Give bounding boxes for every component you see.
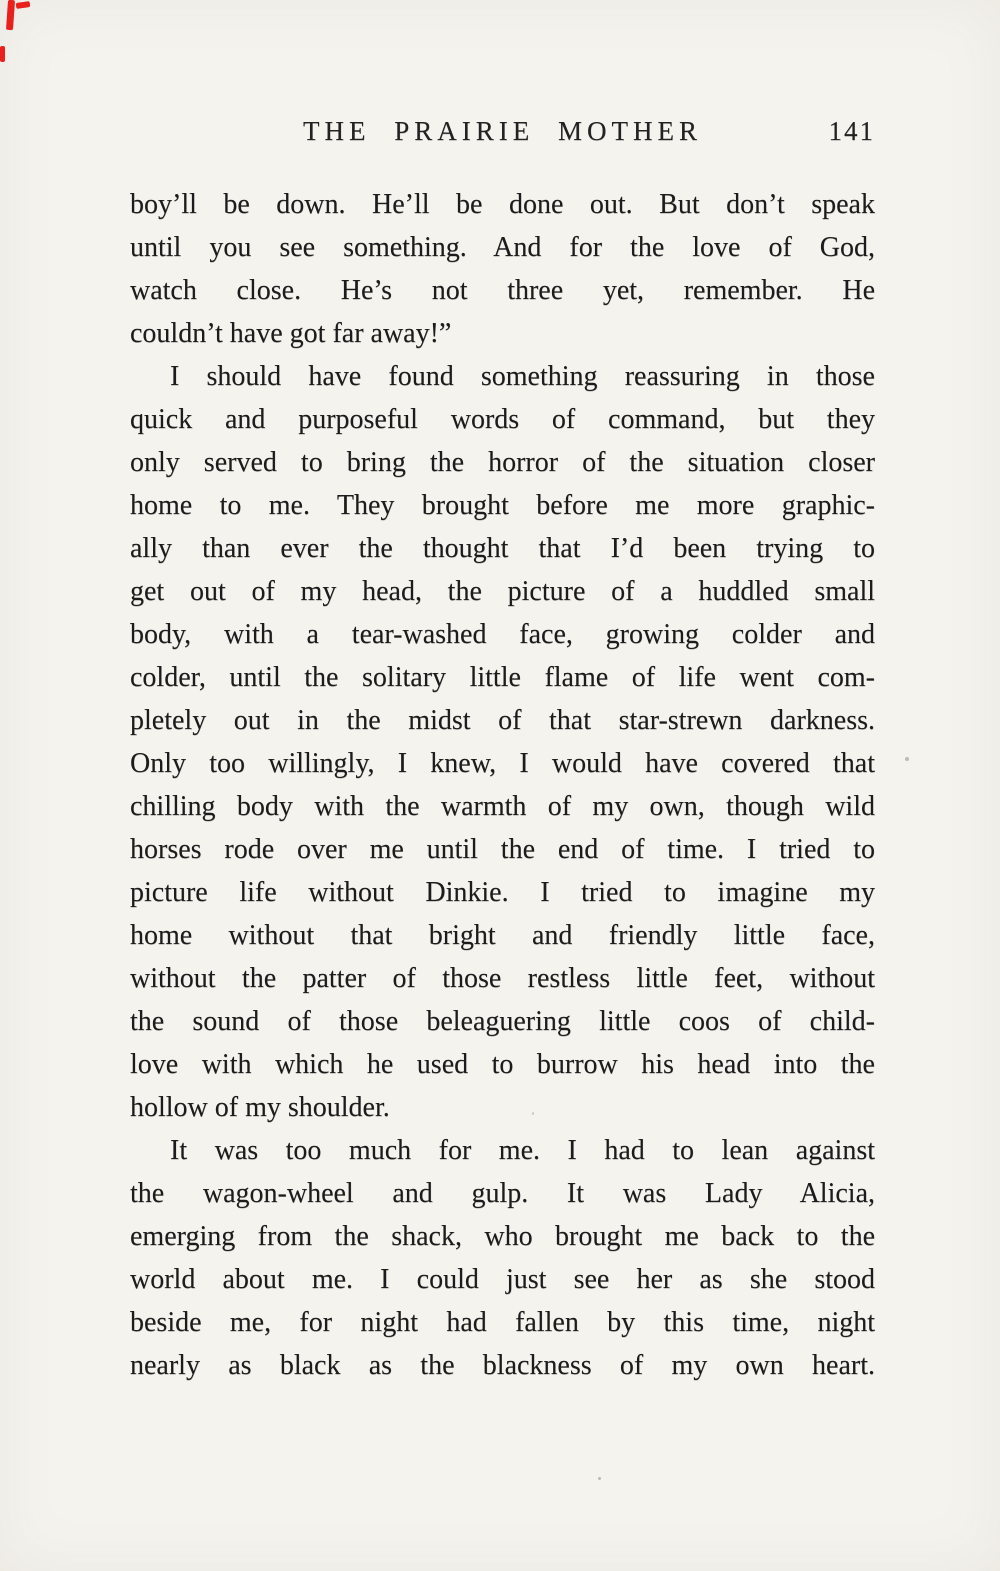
red-scan-artifact bbox=[6, 0, 15, 30]
text-line: horses rode over me until the end of time. I tried to bbox=[130, 834, 875, 865]
body-text bbox=[130, 183, 875, 1387]
paragraph bbox=[130, 355, 875, 1129]
page-number: 141 bbox=[828, 116, 875, 146]
text-line: chilling body with the warmth of my own, though wild bbox=[130, 791, 875, 822]
text-line: without the patter of those restless little feet, without bbox=[130, 963, 875, 994]
text-line: beside me, for night had fallen by this time, night bbox=[130, 1307, 875, 1338]
text-line: the sound of those beleaguering little coos of child- bbox=[130, 1006, 875, 1037]
text-line: body, with a tear-washed face, growing colder and bbox=[130, 619, 875, 650]
text-line: watch close. He’s not three yet, remember. He bbox=[130, 275, 875, 306]
red-scan-artifact bbox=[0, 46, 5, 62]
scan-speck bbox=[532, 1112, 534, 1115]
running-header bbox=[130, 116, 875, 150]
text-line: only served to bring the horror of the situation closer bbox=[130, 447, 875, 478]
paragraph bbox=[130, 1129, 875, 1387]
text-line: ally than ever the thought that I’d been trying to bbox=[130, 533, 875, 564]
text-line: quick and purposeful words of command, but they bbox=[130, 404, 875, 435]
text-line: nearly as black as the blackness of my own heart. bbox=[130, 1350, 875, 1381]
text-line: couldn’t have got far away!” bbox=[130, 318, 452, 349]
paragraph bbox=[130, 183, 875, 355]
text-line: Only too willingly, I knew, I would have covered that bbox=[130, 748, 875, 779]
text-line: It was too much for me. I had to lean against bbox=[170, 1135, 875, 1166]
text-line: hollow of my shoulder. bbox=[130, 1092, 390, 1123]
text-line: world about me. I could just see her as she stood bbox=[130, 1264, 875, 1295]
text-line: I should have found something reassuring in those bbox=[170, 361, 875, 392]
text-line: home without that bright and friendly little face, bbox=[130, 920, 875, 951]
text-line: the wagon-wheel and gulp. It was Lady Alicia, bbox=[130, 1178, 875, 1209]
scan-speck bbox=[905, 757, 909, 761]
text-line: home to me. They brought before me more graphic- bbox=[130, 490, 875, 521]
text-line: emerging from the shack, who brought me back to the bbox=[130, 1221, 875, 1252]
text-line: picture life without Dinkie. I tried to imagine my bbox=[130, 877, 875, 908]
text-line: get out of my head, the picture of a huddled small bbox=[130, 576, 875, 607]
text-line: pletely out in the midst of that star-strewn darkness. bbox=[130, 705, 875, 736]
text-line: boy’ll be down. He’ll be done out. But don’t speak bbox=[130, 189, 875, 220]
text-line: colder, until the solitary little flame of life went com- bbox=[130, 662, 875, 693]
text-line: until you see something. And for the love of God, bbox=[130, 232, 875, 263]
scan-speck bbox=[598, 1477, 601, 1480]
book-title-header: THE PRAIRIE MOTHER bbox=[303, 116, 702, 146]
text-line: love with which he used to burrow his head into the bbox=[130, 1049, 875, 1080]
red-scan-artifact bbox=[16, 1, 31, 9]
